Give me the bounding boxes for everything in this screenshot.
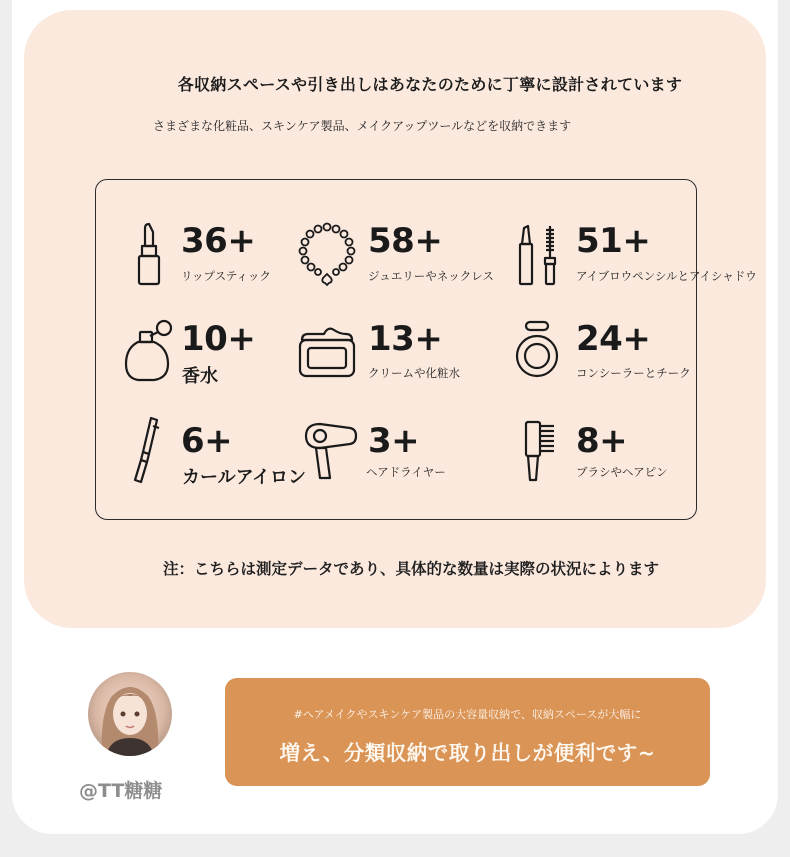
item-label: ブラシやヘアピン	[576, 465, 668, 479]
review-bubble	[225, 678, 710, 786]
user-portrait-icon	[88, 672, 172, 756]
compact-icon	[512, 318, 564, 384]
hair-dryer-icon	[300, 420, 360, 482]
page-title: 各収納スペースや引き出しはあなたのために丁寧に設計されています	[177, 75, 683, 94]
lipstick-icon	[125, 222, 175, 288]
item-label: カールアイロン	[182, 467, 307, 488]
item-label: コンシーラーとチーク	[576, 366, 691, 380]
necklace-icon	[296, 222, 358, 288]
perfume-icon	[122, 318, 176, 384]
eyebrow-pencil-icon	[512, 222, 564, 288]
item-count: 58+	[368, 221, 443, 261]
reviewer-username: @TT糖糖	[79, 780, 163, 802]
item-label: ジュエリーやネックレス	[368, 269, 494, 283]
cream-jar-icon	[296, 322, 358, 382]
comb-icon	[514, 418, 564, 484]
item-label: アイブロウペンシルとアイシャドウ	[576, 269, 757, 283]
item-count: 8+	[576, 421, 628, 461]
item-count: 51+	[576, 221, 651, 261]
item-label: 香水	[182, 366, 218, 387]
item-count: 13+	[368, 319, 443, 359]
curling-iron-icon	[125, 416, 175, 486]
item-count: 3+	[368, 421, 420, 461]
item-count: 6+	[181, 421, 233, 461]
page-subtitle: さまざまな化粧品、スキンケア製品、メイクアップツールなどを収納できます	[153, 119, 572, 133]
avatar	[88, 672, 172, 756]
measurement-note: 注：こちらは測定データであり、具体的な数量は実際の状況によります	[163, 560, 660, 578]
item-count: 24+	[576, 319, 651, 359]
review-hashtag: #ヘアメイクやスキンケア製品の大容量収納で、収納スペースが大幅に	[293, 708, 642, 721]
item-count: 10+	[181, 319, 256, 359]
review-message: 増え、分類収納で取り出しが便利です~	[279, 741, 656, 765]
item-label: ヘアドライヤー	[366, 465, 446, 479]
item-label: クリームや化粧水	[368, 366, 460, 380]
item-count: 36+	[181, 221, 256, 261]
item-label: リップスティック	[181, 269, 271, 283]
